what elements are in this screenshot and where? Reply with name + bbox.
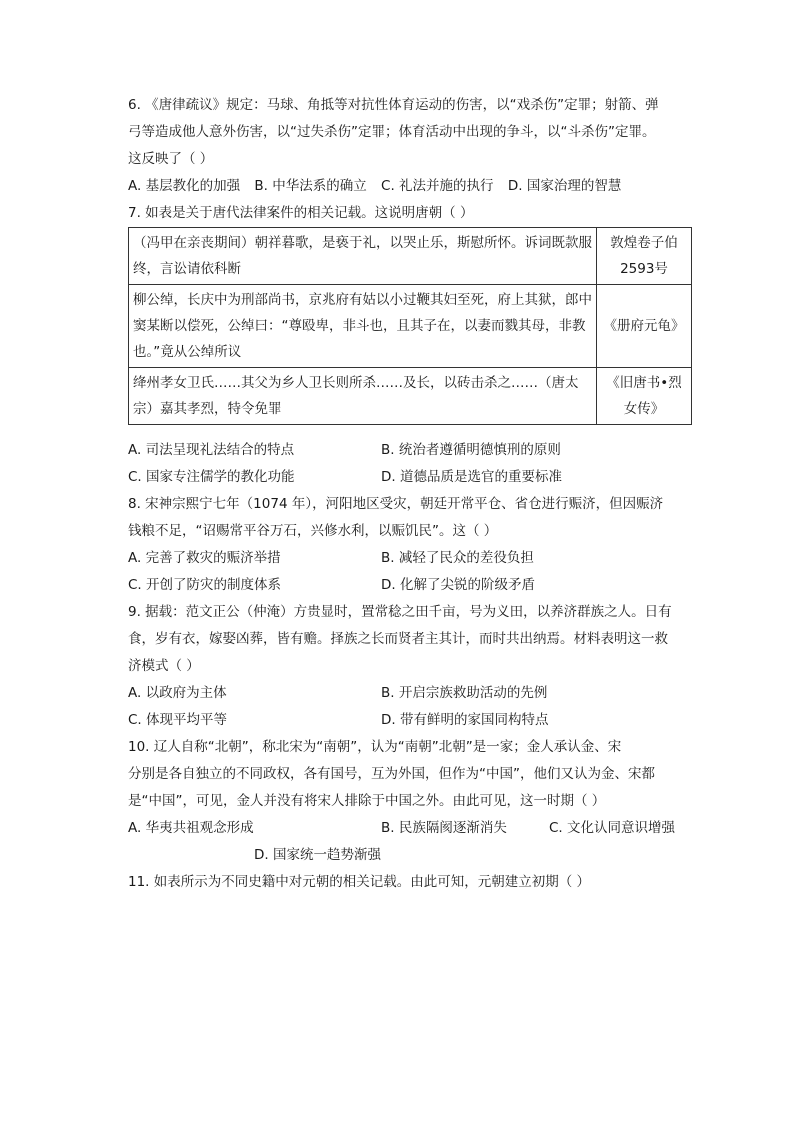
option-d[interactable]: D. 国家统一趋势渐强: [254, 847, 381, 863]
option-b[interactable]: B. 统治者遵循明德慎刑的原则: [381, 442, 561, 458]
table-row: [129, 228, 692, 285]
question-stem-line: 济模式（ ）: [128, 658, 200, 674]
question-stem-line: 这反映了（ ）: [128, 151, 214, 167]
option-row: [128, 545, 694, 572]
record-source: 《册府元龟》: [597, 285, 692, 368]
question-stem: 11. 如表所示为不同史籍中对元朝的相关记载。由此可知，元朝建立初期（ ）: [128, 874, 591, 890]
option-a[interactable]: A. 完善了救灾的赈济举措: [128, 550, 281, 566]
question-9: [128, 599, 694, 734]
option-a[interactable]: A. 司法呈现礼法结合的特点: [128, 442, 295, 458]
option-row: [128, 815, 694, 842]
record-source: 《旧唐书•烈女传》: [597, 368, 692, 425]
question-6: [128, 92, 694, 200]
option-row: [128, 707, 694, 734]
option-a[interactable]: A. 华夷共祖观念形成: [128, 820, 254, 836]
option-c[interactable]: C. 国家专注儒学的教化功能: [128, 469, 295, 485]
question-stem-line: 分别是各自独立的不同政权，各有国号，互为外国，但作为“中国”，他们又认为金、宋都: [128, 766, 655, 782]
records-table: [128, 227, 692, 425]
option-a[interactable]: A. 以政府为主体: [128, 685, 227, 701]
question-stem-line: 8. 宋神宗熙宁七年（1074 年），河阳地区受灾，朝廷开常平仓、省仓进行赈济，但因赈济: [128, 496, 664, 512]
option-b[interactable]: B. 开启宗族救助活动的先例: [381, 685, 548, 701]
option-d[interactable]: D. 带有鲜明的家国同构特点: [381, 712, 549, 728]
option-d[interactable]: D. 道德品质是选官的重要标准: [381, 469, 562, 485]
option-c[interactable]: C. 礼法并施的执行: [381, 178, 494, 194]
question-11: [128, 869, 694, 896]
record-text: 绛州孝女卫氏……其父为乡人卫长则所杀……及长，以砖击杀之……（唐太宗）嘉其孝烈，特令免罪: [129, 368, 597, 425]
option-row: [128, 437, 694, 464]
option-a[interactable]: A. 基层教化的加强: [128, 178, 241, 194]
option-b[interactable]: B. 减轻了民众的差役负担: [381, 550, 534, 566]
question-stem-line: 是“中国”，可见，金人并没有将宋人排除于中国之外。由此可见，这一时期（ ）: [128, 793, 606, 809]
option-row: [128, 572, 694, 599]
option-c[interactable]: C. 体现平均平等: [128, 712, 228, 728]
question-7: [128, 200, 694, 491]
record-text: （冯甲在亲丧期间）朝祥暮歌，是亵于礼，以哭止乐，斯慰所怀。诉词既款服终，言讼请依科断: [129, 228, 597, 285]
option-b[interactable]: B. 民族隔阂逐渐消失: [381, 820, 507, 836]
option-d[interactable]: D. 国家治理的智慧: [507, 178, 622, 194]
option-row: [128, 173, 694, 200]
question-stem: 7. 如表是关于唐代法律案件的相关记载。这说明唐朝（ ）: [128, 205, 474, 221]
question-stem-line: 10. 辽人自称“北朝”，称北宋为“南朝”，认为“南朝”北朝”是一家；金人承认金、宋: [128, 739, 622, 755]
option-c[interactable]: C. 文化认同意识增强: [549, 820, 676, 836]
table-row: [129, 285, 692, 368]
question-stem-line: 食，岁有衣，嫁娶凶葬，皆有赡。择族之长而贤者主其计，而时共出纳焉。材料表明这一救: [128, 631, 668, 647]
record-source: 敦煌卷子伯2593号: [597, 228, 692, 285]
option-c[interactable]: C. 开创了防灾的制度体系: [128, 577, 282, 593]
exam-page: [128, 92, 694, 896]
question-10: [128, 734, 694, 869]
question-stem-line: 9. 据载：范文正公（仲淹）方贵显时，置常稔之田千亩，号为义田，以养济群族之人。日有: [128, 604, 672, 620]
option-row: [128, 464, 694, 491]
question-stem-line: 6. 《唐律疏议》规定：马球、角抵等对抗性体育运动的伤害，以“戏杀伤”定罪；射箭、弹: [128, 97, 659, 113]
question-stem-line: 弓等造成他人意外伤害，以“过失杀伤”定罪；体育活动中出现的争斗，以“斗杀伤”定罪。: [128, 124, 656, 140]
option-row: [128, 842, 694, 869]
option-b[interactable]: B. 中华法系的确立: [254, 178, 367, 194]
question-8: [128, 491, 694, 599]
question-stem-line: 钱粮不足，“诏赐常平谷万石，兴修水利，以赈饥民”。这（ ）: [128, 523, 498, 539]
table-row: [129, 368, 692, 425]
option-row: [128, 680, 694, 707]
record-text: 柳公绰，长庆中为刑部尚书，京兆府有姑以小过鞭其妇至死，府上其狱，郎中窦某断以偿死，公绰曰：“尊殴卑，非斗也，且其子在，以妻而戮其母，非教也。”竟从公绰所议: [129, 285, 597, 368]
option-d[interactable]: D. 化解了尖锐的阶级矛盾: [381, 577, 535, 593]
